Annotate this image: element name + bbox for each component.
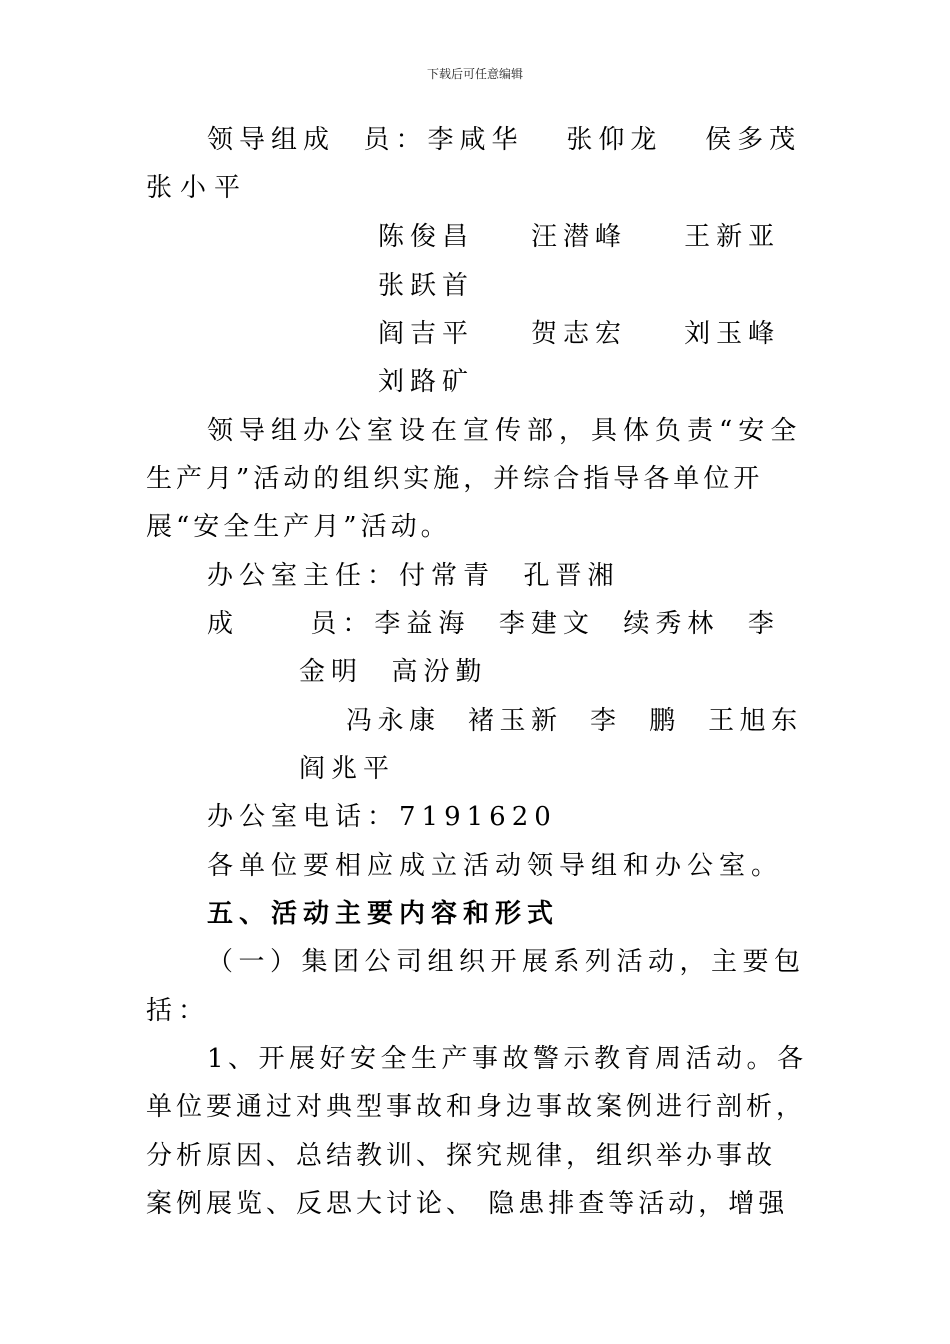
text-line: 1、开展好安全生产事故警示教育周活动。各 [207,1044,808,1074]
text-line: 张跃首 [378,271,475,301]
text-line: 领导组办公室设在宣传部，具体负责“安全 [207,416,803,446]
text-line: 刘路矿 [378,367,475,397]
text-line: 阎兆平 [299,754,396,784]
page-header: 下载后可任意编辑 [426,67,523,81]
text-line: 括： [146,996,211,1026]
text-line: 陈俊昌 汪潜峰 王新亚 [378,222,781,252]
text-line: 各单位要相应成立活动领导组和办公室。 [207,851,784,881]
text-line: 成 员：李益海 李建文 续秀林 李 [207,609,780,639]
text-line: 冯永康 褚玉新 李 鹏 王旭东 [346,706,803,736]
text-line: 分析原因、总结教训、探究规律，组织举办事故 [146,1141,777,1171]
text-line: 展“安全生产月”活动。 [146,512,451,542]
text-line: 办公室电话：7191620 [207,802,557,832]
text-line: 案例展览、反思大讨论、 隐患排查等活动，增强 [146,1189,789,1219]
text-line: 阎吉平 贺志宏 刘玉峰 [378,319,781,349]
section-heading: 五、活动主要内容和形式 [207,899,560,929]
text-line: （一）集团公司组织开展系列活动，主要包 [207,947,806,977]
text-line: 张小平 [146,173,249,203]
text-line: 生产月”活动的组织实施，并综合指导各单位开 [146,464,764,494]
text-line: 金明 高汾勤 [299,657,488,687]
text-line: 单位要通过对典型事故和身边事故案例进行剖析， [146,1092,807,1122]
text-line: 领导组成 员：李咸华 张仰龙 侯多茂 [207,125,802,155]
text-line: 办公室主任：付常青 孔晋湘 [207,561,620,591]
